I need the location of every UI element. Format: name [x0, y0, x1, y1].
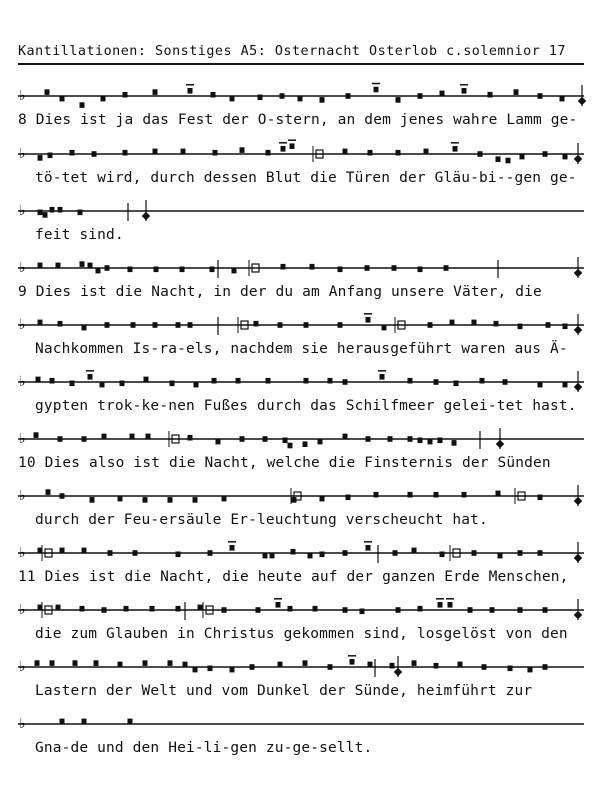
neume — [490, 607, 495, 613]
neume — [118, 496, 123, 502]
neume — [105, 322, 110, 328]
flat-clef-icon: ♭ — [19, 260, 26, 276]
neume — [193, 667, 198, 673]
neume — [560, 96, 565, 102]
flat-clef-icon: ♭ — [19, 431, 26, 447]
neume — [100, 382, 105, 388]
staff — [0, 313, 600, 337]
neume — [153, 149, 158, 155]
neume — [412, 660, 417, 666]
neume — [452, 440, 457, 446]
neume — [291, 549, 296, 555]
neume — [153, 89, 158, 95]
lyric-line: die zum Glauben in Christus gekommen sind, losgelöst von den — [35, 626, 568, 642]
neume — [428, 439, 433, 445]
neume — [240, 147, 245, 153]
neume — [34, 432, 39, 438]
neume — [88, 263, 93, 269]
final-diamond — [574, 611, 582, 619]
neume — [101, 96, 106, 102]
neume — [304, 322, 309, 328]
neume — [188, 322, 193, 328]
neume — [80, 102, 85, 108]
flat-clef-icon: ♭ — [19, 716, 26, 732]
neume — [143, 660, 148, 666]
neume — [538, 382, 543, 388]
staff — [0, 655, 600, 679]
neume — [56, 605, 61, 611]
neume — [313, 606, 318, 612]
neume — [266, 378, 271, 384]
neume — [216, 439, 221, 445]
neume — [188, 88, 193, 94]
neume — [131, 322, 136, 328]
neume — [270, 553, 275, 559]
neume — [408, 378, 413, 384]
neume — [374, 492, 379, 498]
neume — [472, 320, 477, 326]
neume — [346, 93, 351, 99]
neume — [250, 664, 255, 670]
neume — [170, 381, 175, 387]
neume — [256, 607, 261, 613]
neume — [343, 550, 348, 556]
neume — [222, 607, 227, 613]
neume — [213, 150, 218, 156]
neume — [388, 436, 393, 442]
neume — [472, 550, 477, 556]
lyric-line: Lastern der Welt und vom Dunkel der Sünde, heimführt zur — [35, 683, 533, 699]
neume — [498, 553, 503, 559]
final-diamond — [578, 97, 586, 105]
neume — [310, 264, 315, 270]
flat-clef-icon: ♭ — [19, 146, 26, 162]
neume — [263, 436, 268, 442]
neume — [263, 553, 268, 559]
staff — [0, 427, 600, 451]
neume — [450, 320, 455, 326]
neume — [168, 497, 173, 503]
neume — [418, 267, 423, 273]
neume — [480, 378, 485, 384]
neume — [90, 497, 95, 503]
flat-clef-icon: ♭ — [19, 317, 26, 333]
neume — [520, 154, 525, 160]
neume — [281, 264, 286, 270]
neume — [444, 265, 449, 271]
neume — [366, 545, 371, 551]
neume — [468, 607, 473, 613]
neume — [392, 265, 397, 271]
neume — [143, 497, 148, 503]
neume — [543, 607, 548, 613]
neume — [96, 268, 101, 274]
chant-system — [0, 313, 600, 371]
neume — [128, 267, 133, 273]
neume — [133, 550, 138, 556]
staff — [0, 541, 600, 565]
neume — [454, 381, 459, 387]
staff — [0, 84, 600, 108]
neume — [360, 609, 365, 615]
lyric-line: 10 Dies also ist die Nacht, welche die Finsternis der Sünden — [18, 455, 551, 471]
neume — [38, 210, 43, 216]
neume — [488, 92, 493, 98]
neume — [105, 265, 110, 271]
neume — [338, 267, 343, 273]
neume — [210, 267, 215, 273]
neume — [48, 153, 53, 159]
neume — [396, 97, 401, 103]
neume — [308, 553, 313, 559]
neume — [328, 664, 333, 670]
neume — [146, 434, 151, 440]
neume — [408, 436, 413, 442]
neume — [130, 434, 135, 440]
neume — [434, 379, 439, 385]
neume — [503, 379, 508, 385]
neume — [518, 607, 523, 613]
neume — [50, 378, 55, 384]
neume — [418, 438, 423, 444]
neume — [232, 268, 237, 274]
neume — [176, 322, 181, 328]
staff — [0, 712, 600, 736]
neume — [543, 664, 548, 670]
lyric-line: 11 Dies ist die Nacht, die heute auf der ganzen Erde Menschen, — [18, 569, 569, 585]
neume — [193, 497, 198, 503]
neume — [120, 381, 125, 387]
chant-system — [0, 142, 600, 200]
neume — [318, 439, 323, 445]
neume — [412, 548, 417, 554]
neume — [448, 602, 453, 608]
neume — [438, 602, 443, 608]
neume — [50, 660, 55, 666]
neume — [290, 143, 295, 149]
neume — [418, 93, 423, 99]
neume — [176, 552, 181, 558]
neume — [478, 151, 483, 157]
neume — [276, 602, 281, 608]
neume — [46, 489, 51, 495]
neume — [440, 552, 445, 558]
neume — [230, 545, 235, 551]
neume — [343, 607, 348, 613]
neume — [365, 265, 370, 271]
neume — [514, 89, 519, 95]
flat-clef-icon: ♭ — [19, 659, 26, 675]
lyric-line: Nachkommen Is-ra-els, nachdem sie herausgeführt waren aus Ä- — [35, 341, 568, 357]
neume — [350, 659, 355, 665]
neume — [254, 321, 259, 327]
neume — [528, 667, 533, 673]
neume — [60, 96, 65, 102]
neume — [82, 548, 87, 554]
neume — [390, 663, 395, 669]
neume — [496, 491, 501, 497]
final-diamond — [574, 326, 582, 334]
neume — [434, 492, 439, 498]
neume — [222, 496, 227, 502]
neume — [108, 550, 113, 556]
neume — [102, 434, 107, 440]
neume — [320, 97, 325, 103]
flat-clef-icon: ♭ — [19, 602, 26, 618]
chant-system — [0, 712, 600, 770]
staff — [0, 256, 600, 280]
staff — [0, 484, 600, 508]
chant-system — [0, 84, 600, 142]
neume — [92, 151, 97, 157]
neume — [208, 550, 213, 556]
final-diamond — [574, 269, 582, 277]
neume — [124, 606, 129, 612]
neume — [298, 96, 303, 102]
neume — [70, 150, 75, 156]
neume — [123, 150, 128, 156]
neume — [338, 322, 343, 328]
staff — [0, 598, 600, 622]
neume — [208, 666, 213, 672]
neume — [82, 436, 87, 442]
neume — [144, 377, 149, 383]
neume — [38, 320, 43, 326]
page-header — [18, 44, 584, 66]
neume — [278, 662, 283, 668]
neume — [506, 158, 511, 164]
final-diamond — [574, 554, 582, 562]
neume — [543, 151, 548, 157]
neume — [303, 441, 308, 447]
neume — [78, 210, 83, 216]
neume — [123, 92, 128, 98]
neume — [150, 606, 155, 612]
neume — [80, 606, 85, 612]
neume — [508, 666, 513, 672]
neume — [176, 606, 181, 612]
neume — [496, 156, 501, 162]
neume — [60, 493, 65, 499]
neume — [563, 382, 568, 388]
neume — [212, 378, 217, 384]
neume — [424, 149, 429, 155]
neume — [563, 154, 568, 160]
neume — [328, 378, 333, 384]
neume — [60, 719, 65, 725]
neume — [43, 212, 48, 218]
neume — [304, 378, 309, 384]
neume — [230, 667, 235, 673]
neume — [70, 381, 75, 387]
neume — [82, 719, 87, 725]
neume — [56, 263, 61, 269]
neume — [38, 155, 43, 161]
chant-system — [0, 370, 600, 428]
header-title: Kantillationen: Sonstiges A5: Osternacht Osterlob c.solemnior 17 — [18, 44, 566, 59]
neume — [366, 436, 371, 442]
chant-system — [0, 427, 600, 485]
neume — [346, 495, 351, 501]
flat-clef-icon: ♭ — [19, 374, 26, 390]
neume — [82, 325, 87, 331]
neume — [453, 146, 458, 152]
neume — [58, 207, 63, 213]
neume — [518, 324, 523, 330]
neume — [494, 321, 499, 327]
neume — [482, 664, 487, 670]
neume — [396, 607, 401, 613]
neume — [281, 146, 286, 152]
neume — [428, 322, 433, 328]
final-diamond — [394, 668, 402, 676]
neume — [288, 443, 293, 449]
neume — [283, 438, 288, 444]
chant-system — [0, 655, 600, 713]
neume — [538, 495, 543, 501]
flat-clef-icon: ♭ — [19, 203, 26, 219]
neume — [440, 91, 445, 97]
neume — [393, 550, 398, 556]
neume — [320, 552, 325, 558]
neume — [266, 150, 271, 156]
lyric-line: 8 Dies ist ja das Fest der O-stern, an dem jenes wahre Lamm ge- — [18, 112, 578, 128]
neume — [343, 379, 348, 385]
neume — [343, 434, 348, 440]
neume — [518, 550, 523, 556]
neume — [288, 606, 293, 612]
neume — [438, 438, 443, 444]
neume — [368, 662, 373, 668]
flat-clef-icon: ♭ — [19, 545, 26, 561]
final-diamond — [496, 440, 504, 448]
neume — [102, 607, 107, 613]
neume — [154, 267, 159, 273]
flat-clef-icon: ♭ — [19, 488, 26, 504]
neume — [382, 325, 387, 331]
neume — [36, 377, 41, 383]
neume — [434, 663, 439, 669]
neume — [38, 263, 43, 269]
staff — [0, 199, 600, 223]
neume — [343, 149, 348, 155]
neume — [280, 93, 285, 99]
neume — [366, 317, 371, 323]
neume — [183, 662, 188, 668]
neume — [380, 374, 385, 380]
neume — [230, 96, 235, 102]
neume — [194, 382, 199, 388]
neume — [180, 267, 185, 273]
final-diamond — [574, 155, 582, 163]
neume — [58, 321, 63, 327]
neume — [88, 374, 93, 380]
neume — [538, 550, 543, 556]
staff — [0, 370, 600, 394]
final-diamond — [574, 497, 582, 505]
neume — [462, 492, 467, 498]
neume — [418, 606, 423, 612]
neume — [396, 150, 401, 156]
neume — [211, 92, 216, 98]
neume — [60, 548, 65, 554]
chant-system — [0, 199, 600, 257]
chant-system — [0, 598, 600, 656]
neume — [50, 207, 55, 213]
neume — [128, 719, 133, 725]
header-rule — [18, 63, 584, 65]
neume — [35, 660, 40, 666]
chant-system — [0, 484, 600, 542]
lyric-line: gypten trok-ke-nen Fußes durch das Schilfmeer gelei-tet hast. — [35, 398, 577, 414]
neume — [45, 89, 50, 95]
neume — [278, 322, 283, 328]
neume — [73, 660, 78, 666]
neume — [374, 87, 379, 93]
neume — [188, 435, 193, 441]
staff — [0, 142, 600, 166]
neume — [118, 662, 123, 668]
neume — [538, 93, 543, 99]
neume — [198, 605, 203, 611]
flat-clef-icon: ♭ — [19, 88, 26, 104]
chant-system — [0, 256, 600, 314]
final-diamond — [142, 212, 150, 220]
neume — [462, 88, 467, 94]
neume — [368, 150, 373, 156]
neume — [168, 660, 173, 666]
neume — [408, 492, 413, 498]
neume — [258, 95, 263, 101]
final-diamond — [574, 383, 582, 391]
neume — [458, 662, 463, 668]
lyric-line: 9 Dies ist die Nacht, in der du am Anfang unsere Väter, die — [18, 284, 542, 300]
neume — [303, 660, 308, 666]
chant-system — [0, 541, 600, 599]
neume — [153, 322, 158, 328]
neume — [240, 436, 245, 442]
lyric-line: durch der Feu-ersäule Er-leuchtung verscheucht hat. — [35, 512, 488, 528]
lyric-line: feit sind. — [35, 227, 124, 243]
neume — [320, 496, 325, 502]
neume — [181, 149, 186, 155]
neume — [563, 324, 568, 330]
neume — [94, 660, 99, 666]
neume — [236, 378, 241, 384]
neume — [58, 436, 63, 442]
neume — [80, 261, 85, 267]
lyric-line: tö-tet wird, durch dessen Blut die Türen der Gläu-bi--gen ge- — [35, 170, 577, 186]
lyric-line: Gna-de und den Hei-li-gen zu-ge-sellt. — [35, 740, 373, 756]
neume — [546, 322, 551, 328]
